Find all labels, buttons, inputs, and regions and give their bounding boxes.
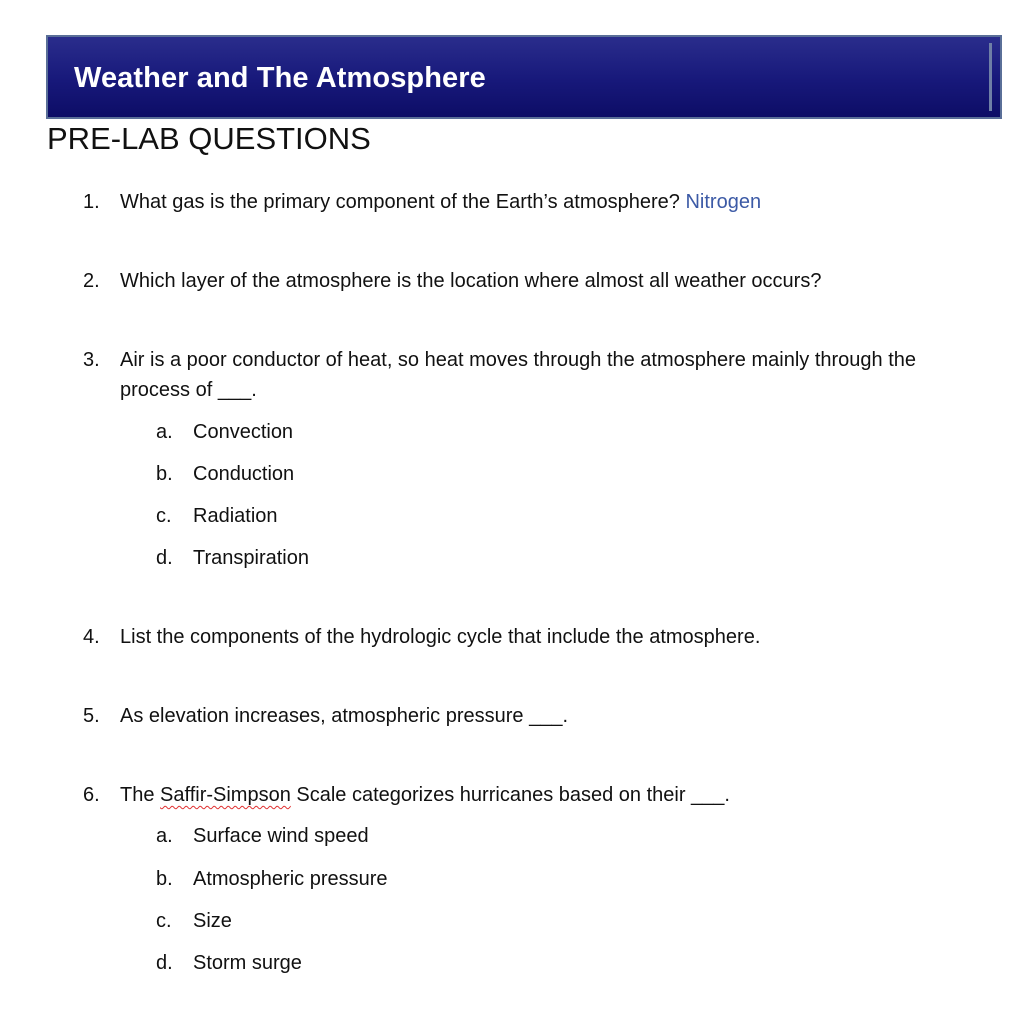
option-text: Conduction [193,463,295,485]
option-item [156,459,294,489]
option-item [156,501,278,531]
question-prompt-start: The [120,784,155,806]
question-prompt-end: Scale categorizes hurricanes based on their ___. [296,784,730,806]
option-text: Transpiration [193,547,309,569]
question-prompt: What gas is the primary component of the Earth’s atmosphere? [120,191,680,213]
spellcheck-flagged-word[interactable]: Saffir-Simpson [160,784,291,806]
option-text: Convection [193,421,294,443]
option-item [156,948,302,978]
question-number: 5. [83,705,100,727]
question-text [120,187,983,217]
question-number: 6. [83,784,100,806]
option-letter: c. [156,910,172,932]
option-text: Size [193,910,232,932]
question-text [120,780,983,810]
question-text: Which layer of the atmosphere is the location where almost all weather occurs? [120,270,822,292]
option-item [156,417,293,447]
option-text: Storm surge [193,952,302,974]
option-item [156,543,309,573]
question-2 [83,266,983,296]
question-number: 1. [83,191,100,213]
question-1 [83,187,983,217]
question-4 [83,622,983,652]
option-text: Surface wind speed [193,825,369,847]
question-text: As elevation increases, atmospheric pressure ___. [120,705,569,727]
banner-divider [989,43,992,111]
option-letter: a. [156,825,173,847]
option-text: Atmospheric pressure [193,868,388,890]
question-6 [83,780,983,810]
option-item [156,864,388,894]
document-title: Weather and The Atmosphere [74,62,486,94]
question-5 [83,701,983,731]
option-letter: b. [156,868,173,890]
section-heading: PRE-LAB QUESTIONS [47,121,371,156]
title-banner [46,35,1002,119]
question-number: 3. [83,349,100,371]
option-item [156,821,369,851]
question-text: Air is a poor conductor of heat, so heat moves through the atmosphere mainly through the process of ___. [120,349,917,401]
option-text: Radiation [193,505,278,527]
question-number: 2. [83,270,100,292]
option-letter: d. [156,547,173,569]
option-letter: c. [156,505,172,527]
option-letter: a. [156,421,173,443]
answer-text[interactable]: Nitrogen [685,191,762,213]
question-3 [83,345,943,405]
option-item [156,906,232,936]
question-text: List the components of the hydrologic cycle that include the atmosphere. [120,626,761,648]
option-letter: b. [156,463,173,485]
option-letter: d. [156,952,173,974]
question-number: 4. [83,626,100,648]
